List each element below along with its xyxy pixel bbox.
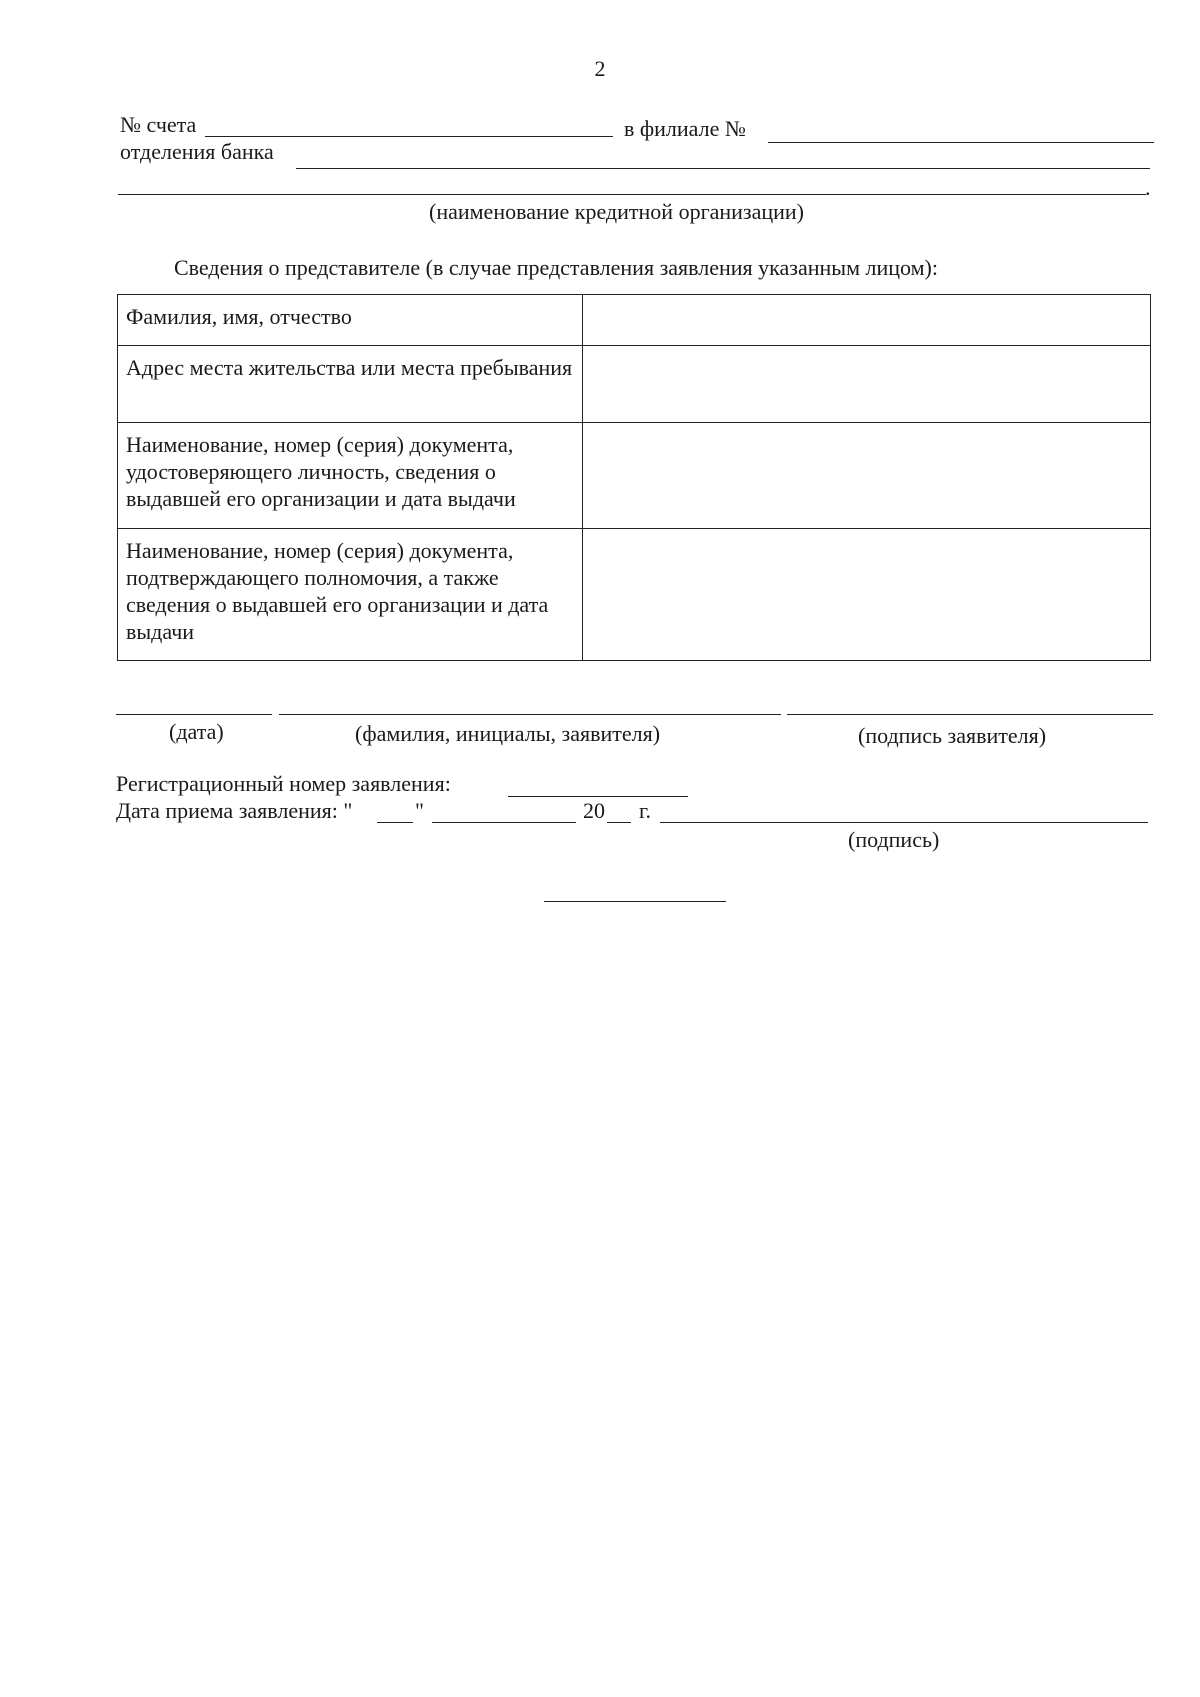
registration-number-field[interactable] bbox=[508, 796, 688, 797]
table-row bbox=[118, 529, 1151, 661]
acceptance-month-field[interactable] bbox=[432, 822, 576, 823]
closing-separator bbox=[544, 901, 726, 902]
representative-id-document-value[interactable] bbox=[583, 423, 1151, 529]
date-caption: (дата) bbox=[169, 719, 224, 744]
registration-number-label: Регистрационный номер заявления: bbox=[116, 771, 451, 796]
representative-fullname-value[interactable] bbox=[583, 295, 1151, 346]
representative-id-document-label: Наименование, номер (серия) документа, удостоверяющего личность, сведения о выдавшей его организации и дата выдачи bbox=[118, 423, 583, 529]
acceptance-date-label: Дата приема заявления: " bbox=[116, 798, 353, 823]
representative-address-value[interactable] bbox=[583, 346, 1151, 423]
acceptance-day-field[interactable] bbox=[377, 822, 413, 823]
acceptance-signature-line[interactable] bbox=[660, 822, 1148, 823]
representative-heading: Сведения о представителе (в случае представления заявления указанным лицом): bbox=[174, 255, 938, 280]
branch-number-field[interactable] bbox=[768, 142, 1154, 143]
representative-authority-document-value[interactable] bbox=[583, 529, 1151, 661]
acceptance-date-quote-close: " bbox=[415, 798, 424, 823]
acceptance-year-prefix: 20 bbox=[583, 798, 605, 823]
acceptance-year-field[interactable] bbox=[607, 822, 631, 823]
bank-name-caption: (наименование кредитной организации) bbox=[429, 199, 804, 224]
representative-address-label: Адрес места жительства или места пребывания bbox=[118, 346, 583, 423]
applicant-signature-line[interactable] bbox=[787, 714, 1153, 715]
date-signature-line[interactable] bbox=[116, 714, 272, 715]
bank-name-dot: . bbox=[1145, 175, 1151, 200]
applicant-signature-caption: (подпись заявителя) bbox=[858, 723, 1047, 748]
acceptance-signature-caption: (подпись) bbox=[848, 827, 940, 852]
representative-table bbox=[117, 294, 1151, 661]
table-row bbox=[118, 423, 1151, 529]
page-number: 2 bbox=[594, 56, 606, 81]
acceptance-year-suffix: г. bbox=[639, 798, 652, 823]
bank-office-field[interactable] bbox=[296, 168, 1150, 169]
table-row bbox=[118, 295, 1151, 346]
account-label: № счета bbox=[120, 112, 197, 137]
account-number-field[interactable] bbox=[205, 136, 613, 137]
representative-authority-document-label: Наименование, номер (серия) документа, подтверждающего полномочия, а также сведения о выдавшей его организации и дата выдачи bbox=[118, 529, 583, 661]
name-signature-line[interactable] bbox=[279, 714, 781, 715]
name-caption: (фамилия, инициалы, заявителя) bbox=[355, 721, 661, 746]
bank-name-field[interactable] bbox=[118, 194, 1146, 195]
bank-office-label: отделения банка bbox=[120, 139, 274, 164]
table-row bbox=[118, 346, 1151, 423]
branch-label: в филиале № bbox=[624, 116, 746, 141]
representative-fullname-label: Фамилия, имя, отчество bbox=[118, 295, 583, 346]
